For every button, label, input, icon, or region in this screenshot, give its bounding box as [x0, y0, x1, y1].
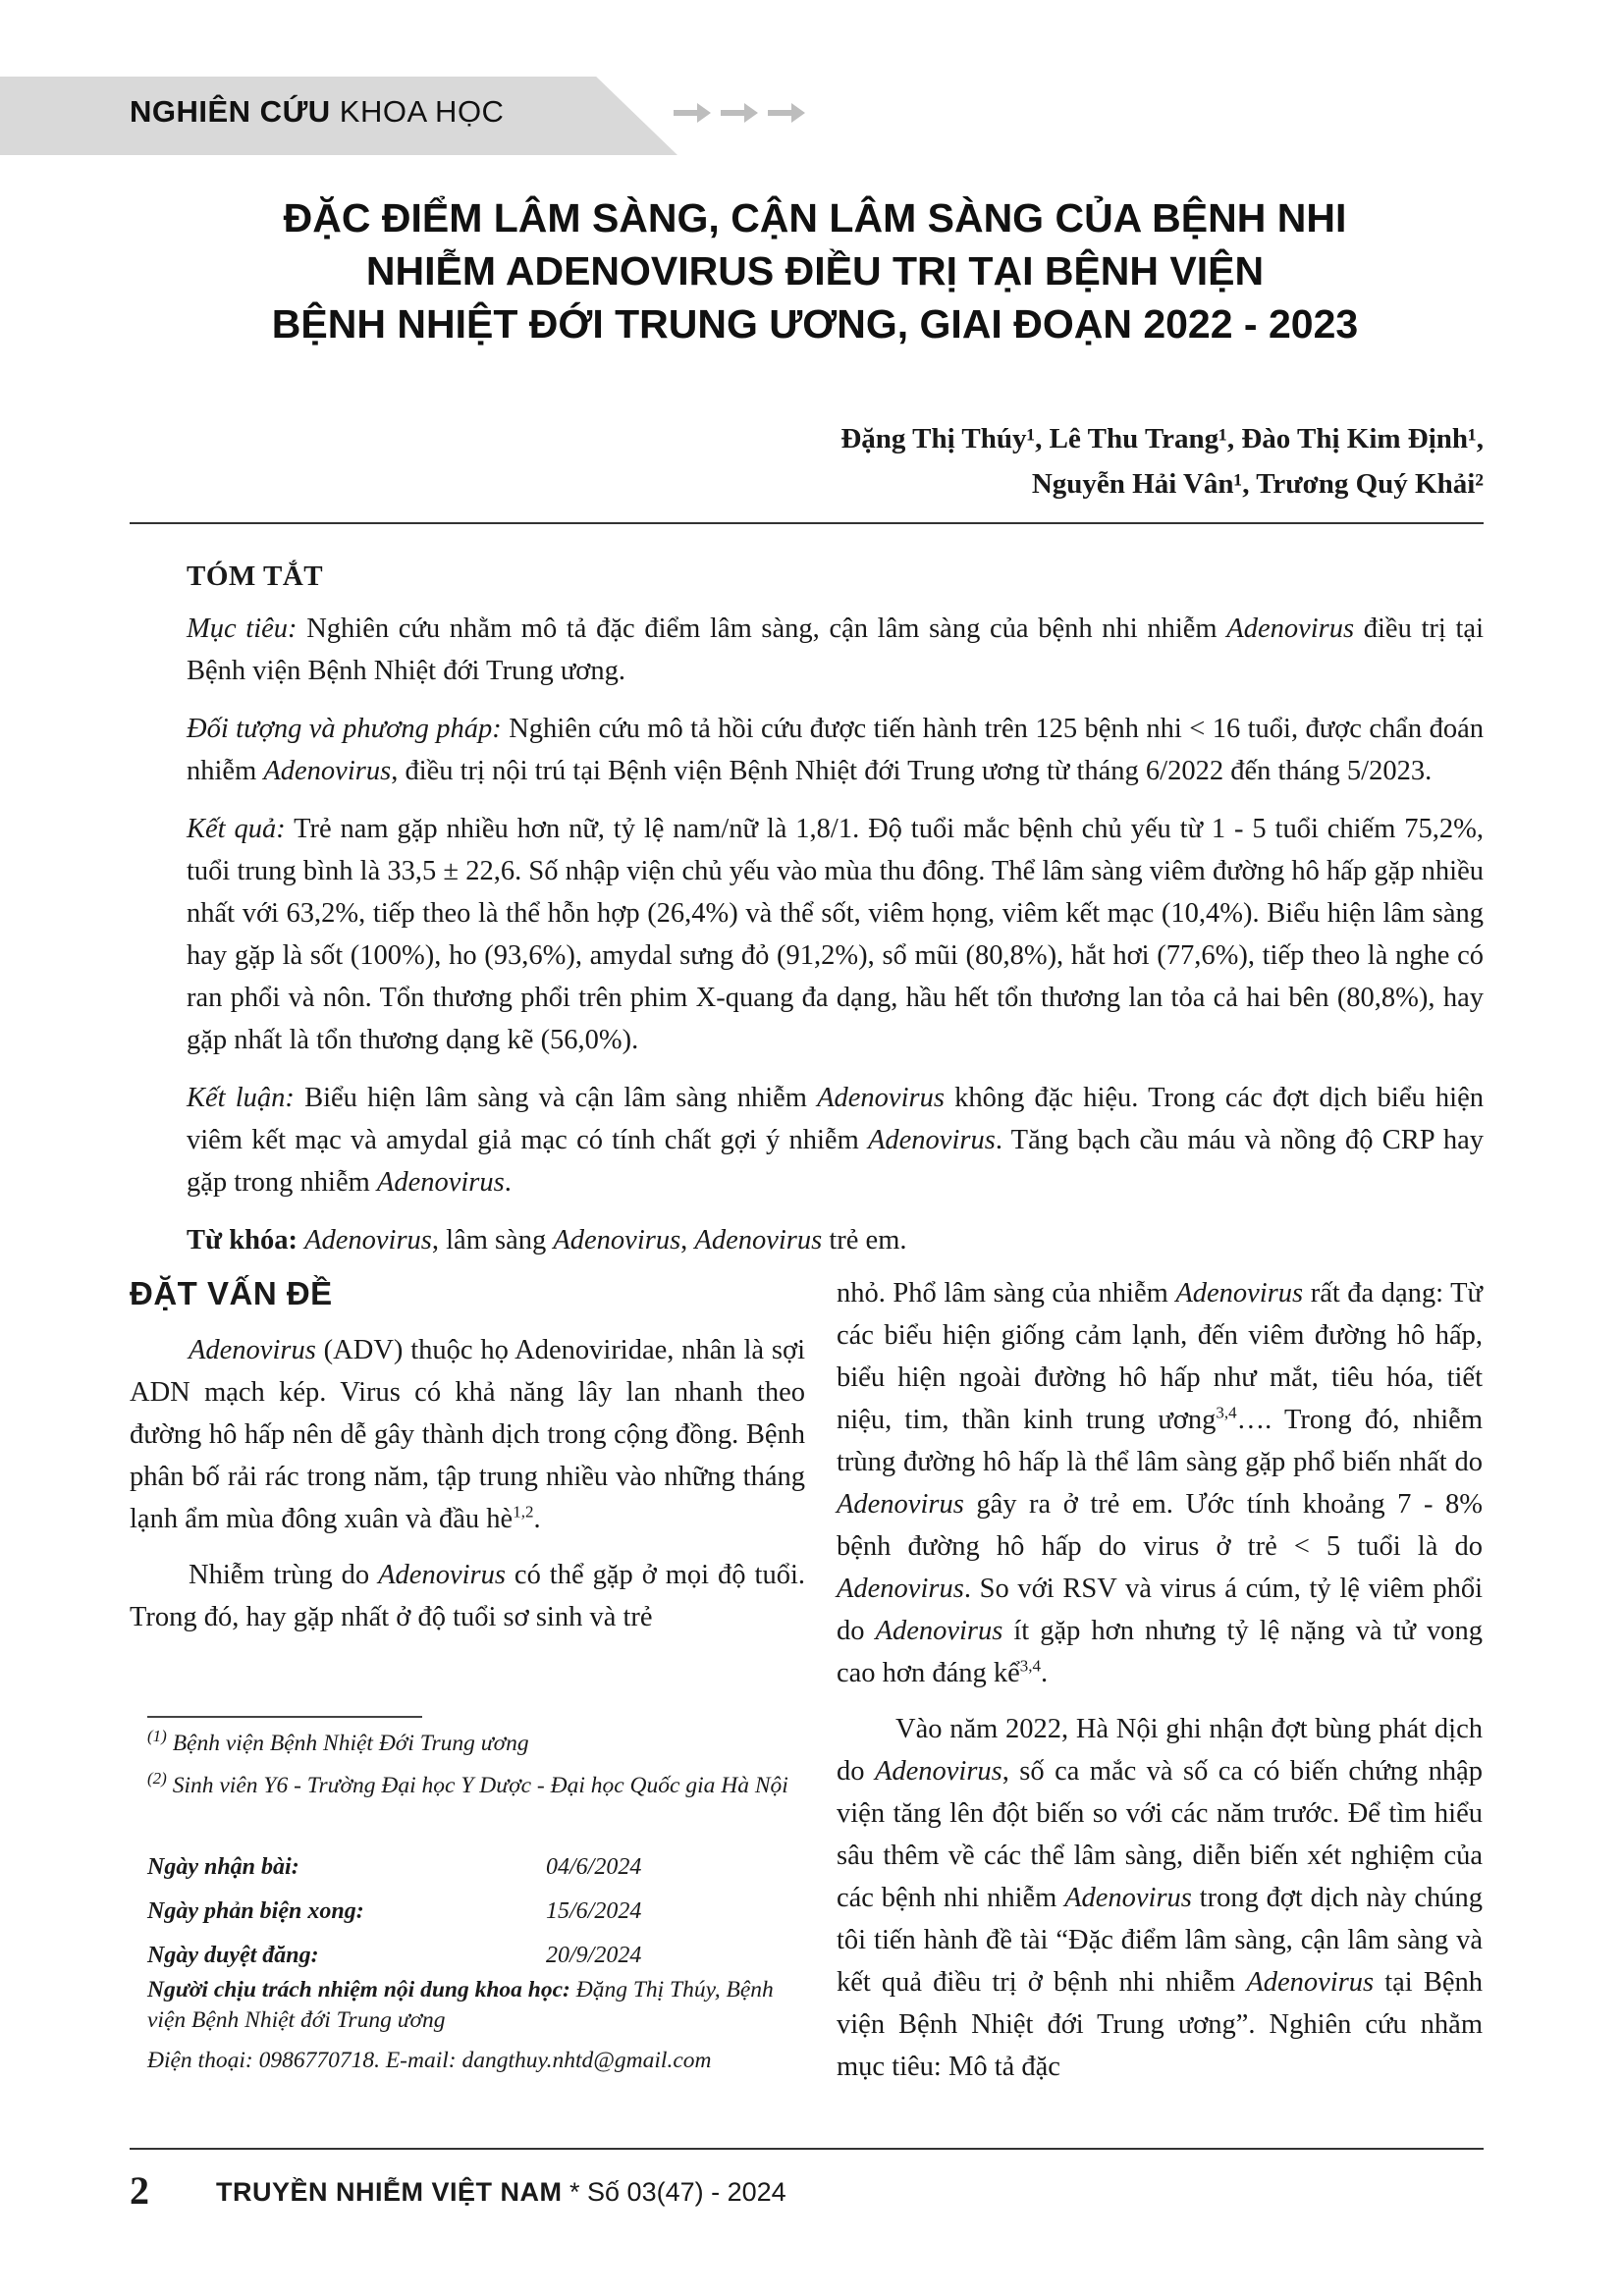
title-line: NHIỄM ADENOVIRUS ĐIỀU TRỊ TẠI BỆNH VIỆN — [365, 248, 1265, 294]
section-heading: ĐẶT VẤN ĐỀ — [130, 1275, 333, 1311]
footnote-mark: (2) — [147, 1769, 167, 1789]
affiliations — [147, 1728, 805, 1812]
responsible-label: Người chịu trách nhiệm nội dung khoa học: — [147, 1977, 570, 2002]
citation: 3,4 — [1216, 1403, 1237, 1422]
objective-text: Nghiên cứu nhằm mô tả đặc điểm lâm sàng, cận lâm sàng của bệnh nhi nhiễm Adenovirus điều trị tại Bệnh viện Bệnh Nhiệt đới Trung ương. — [187, 614, 1484, 686]
title-line: BỆNH NHIỆT ĐỚI TRUNG ƯƠNG, GIAI ĐOẠN 2022 - 2023 — [271, 301, 1359, 347]
section-label — [130, 94, 504, 130]
abstract-keywords — [187, 1219, 1484, 1261]
footnote-mark: (1) — [147, 1727, 167, 1746]
methods-label: Đối tượng và phương pháp: — [187, 714, 502, 744]
date-label: Ngày duyệt đăng: — [147, 1943, 319, 1968]
journal-issue: Số 03(47) - 2024 — [587, 2177, 786, 2207]
conclusion-label: Kết luận: — [187, 1083, 295, 1113]
intro-paragraph: nhỏ. Phổ lâm sàng của nhiễm Adenovirus rất đa dạng: Từ các biểu hiện giống cảm lạnh, đến viêm đường hô hấp, biểu hiện ngoài đường hô hấp như mắt, tiêu hóa, tiết niệu, tim, thần kinh trung ương$^{3,4}$…. Trong đó, nhiễm trùng đường hô hấp là thể lâm sàng gặp phổ biến nhất do Adenovirus gây ra ở trẻ em. Ước tính khoảng 7 - 8% bệnh đường hô hấp do virus ở trẻ < 5 tuổi là do Adenovirus. So với RSV và virus á cúm, tỷ lệ viêm phổi do Adenovirus ít gặp hơn nhưng tỷ lệ nặng và tử vong cao hơn đáng kể$^{3,4}$. — [837, 1278, 1484, 1688]
arrow-right-icon — [768, 100, 805, 126]
intro-paragraph: Nhiễm trùng do Adenovirus có thể gặp ở mọi độ tuổi. Trong đó, hay gặp nhất ở độ tuổi sơ sinh và trẻ — [130, 1560, 805, 1632]
affiliation-1 — [147, 1728, 805, 1760]
methods-text: Nghiên cứu mô tả hồi cứu được tiến hành trên 125 bệnh nhi < 16 tuổi, được chẩn đoán nhiễm Adenovirus, điều trị nội trú tại Bệnh viện Bệnh Nhiệt đới Trung ương từ tháng 6/2022 đến tháng 5/2023. — [187, 714, 1484, 786]
arrow-right-icon — [721, 100, 758, 126]
responsible-text: Đặng Thị Thúy, Bệnh viện Bệnh Nhiệt đới Trung ương — [147, 1977, 774, 2033]
abstract-objective — [187, 608, 1484, 692]
intro-r1a-text: nhỏ. Phổ lâm sàng của nhiễm Adenovirus rất đa dạng: Từ các biểu hiện giống cảm lạnh, đến viêm đường hô hấp, biểu hiện ngoài đường hô hấp như mắt, tiêu hóa, tiết niệu, tim, thần kinh trung ương — [837, 1278, 1483, 1435]
responsible-line — [147, 1975, 805, 2036]
citation: 1,2 — [513, 1502, 534, 1522]
abstract — [187, 556, 1484, 1277]
date-row — [147, 1890, 641, 1934]
responsible-author — [147, 1975, 805, 2086]
affiliation-2 — [147, 1770, 805, 1802]
title-line: ĐẶC ĐIỂM LÂM SÀNG, CẬN LÂM SÀNG CỦA BỆNH NHI — [283, 195, 1347, 240]
arrow-right-icon — [674, 100, 711, 126]
abstract-results — [187, 808, 1484, 1061]
intro-r1b-text: …. Trong đó, nhiễm trùng đường hô hấp là thể lâm sàng gặp phổ biến nhất do Adenovirus gây ra ở trẻ em. Ước tính khoảng 7 - 8% bệnh đường hô hấp do virus ở trẻ < 5 tuổi là do Adenovirus. So với RSV và virus á cúm, tỷ lệ viêm phổi do Adenovirus ít gặp hơn nhưng tỷ lệ nặng và tử vong cao hơn đáng kể — [837, 1405, 1484, 1688]
objective-label: Mục tiêu: — [187, 614, 298, 644]
intro-p1-text: Adenovirus (ADV) thuộc họ Adenoviridae, nhân là sợi ADN mạch kép. Virus có khả năng lây lan nhanh theo đường hô hấp nên dễ gây thành dịch trong cộng đồng. Bệnh phân bố rải rác trong năm, tập trung nhiều vào những tháng lạnh ẩm mùa đông xuân và đầu hè — [130, 1335, 805, 1534]
results-text: Trẻ nam gặp nhiều hơn nữ, tỷ lệ nam/nữ là 1,8/1. Độ tuổi mắc bệnh chủ yếu từ 1 - 5 tuổi chiếm 75,2%, tuổi trung bình là 33,5 ± 22,6. Số nhập viện chủ yếu vào mùa thu đông. Thể lâm sàng viêm đường hô hấp gặp nhiều nhất với 63,2%, tiếp theo là thể hỗn hợp (26,4%) và thể sốt, viêm họng, viêm kết mạc (10,4%). Biểu hiện lâm sàng hay gặp là sốt (100%), ho (93,6%), amydal sưng đỏ (91,2%), sổ mũi (80,8%), hắt hơi (77,6%), tiếp theo là nghe có ran phổi và nôn. Tổn thương phổi trên phim X-quang đa dạng, hầu hết tổn thương lan tỏa cả hai bên (80,8%), hay gặp nhất là tổn thương dạng kẽ (56,0%). — [187, 814, 1484, 1055]
section-label-bold: NGHIÊN CỨU — [130, 94, 331, 129]
header-arrows — [674, 100, 805, 126]
abstract-methods — [187, 708, 1484, 792]
article-dates — [147, 1845, 641, 1978]
article-title — [147, 191, 1483, 350]
journal-title: TRUYỀN NHIỄM VIỆT NAM — [216, 2177, 563, 2207]
date-label: Ngày nhận bài: — [147, 1854, 299, 1880]
divider — [130, 522, 1484, 524]
authors — [840, 416, 1484, 507]
date-value: 15/6/2024 — [546, 1898, 642, 1924]
date-label: Ngày phản biện xong: — [147, 1898, 364, 1924]
footer-rule — [130, 2148, 1484, 2150]
authors-line: Đặng Thị Thúy¹, Lê Thu Trang¹, Đào Thị Kim Định¹, — [840, 423, 1484, 454]
journal-sep: * — [562, 2177, 588, 2207]
affiliation-text: Sinh viên Y6 - Trường Đại học Y Dược - Đại học Quốc gia Hà Nội — [166, 1773, 788, 1798]
left-column — [130, 1272, 805, 1652]
date-row — [147, 1845, 641, 1890]
keywords-text: Adenovirus, lâm sàng Adenovirus, Adenovirus trẻ em. — [304, 1225, 907, 1255]
date-value: 20/9/2024 — [546, 1943, 642, 1968]
page-number: 2 — [130, 2168, 149, 2213]
results-label: Kết quả: — [187, 814, 286, 844]
right-column — [837, 1272, 1483, 2102]
journal-name — [216, 2177, 786, 2208]
abstract-heading: TÓM TẮT — [187, 561, 324, 592]
contact-line: Điện thoại: 0986770718. E-mail: dangthuy.nhtd@gmail.com — [147, 2048, 712, 2073]
abstract-conclusion — [187, 1077, 1484, 1203]
conclusion-text: Biểu hiện lâm sàng và cận lâm sàng nhiễm Adenovirus không đặc hiệu. Trong các đợt dịch biểu hiện viêm kết mạc và amydal giả mạc có tính chất gợi ý nhiễm Adenovirus. Tăng bạch cầu máu và nồng độ CRP hay gặp trong nhiễm Adenovirus. — [187, 1083, 1484, 1198]
keywords-label: Từ khóa: — [187, 1225, 298, 1255]
intro-paragraph: Vào năm 2022, Hà Nội ghi nhận đợt bùng phát dịch do Adenovirus, số ca mắc và số ca có biến chứng nhập viện tăng lên đột biến so với các năm trước. Để tìm hiểu sâu thêm về các thể lâm sàng, diễn biến xét nghiệm của các bệnh nhi nhiễm Adenovirus trong đợt dịch này chúng tôi tiến hành đề tài “Đặc điểm lâm sàng, cận lâm sàng và kết quả điều trị ở bệnh nhi nhiễm Adenovirus tại Bệnh viện Bệnh Nhiệt đới Trung ương”. Nghiên cứu nhằm mục tiêu: Mô tả đặc — [837, 1714, 1483, 2082]
affiliation-text: Bệnh viện Bệnh Nhiệt Đới Trung ương — [166, 1731, 529, 1756]
intro-paragraph: Adenovirus (ADV) thuộc họ Adenoviridae, nhân là sợi ADN mạch kép. Virus có khả năng lây lan nhanh theo đường hô hấp nên dễ gây thành dịch trong cộng đồng. Bệnh phân bố rải rác trong năm, tập trung nhiều vào những tháng lạnh ẩm mùa đông xuân và đầu hè$^{1,2}$. — [130, 1335, 805, 1534]
footnote-rule — [147, 1716, 422, 1718]
date-row — [147, 1934, 641, 1978]
authors-line: Nguyễn Hải Vân¹, Trương Quý Khải² — [1031, 468, 1484, 500]
date-value: 04/6/2024 — [546, 1854, 642, 1880]
section-label-rest: KHOA HỌC — [339, 94, 505, 129]
citation: 3,4 — [1019, 1656, 1042, 1676]
